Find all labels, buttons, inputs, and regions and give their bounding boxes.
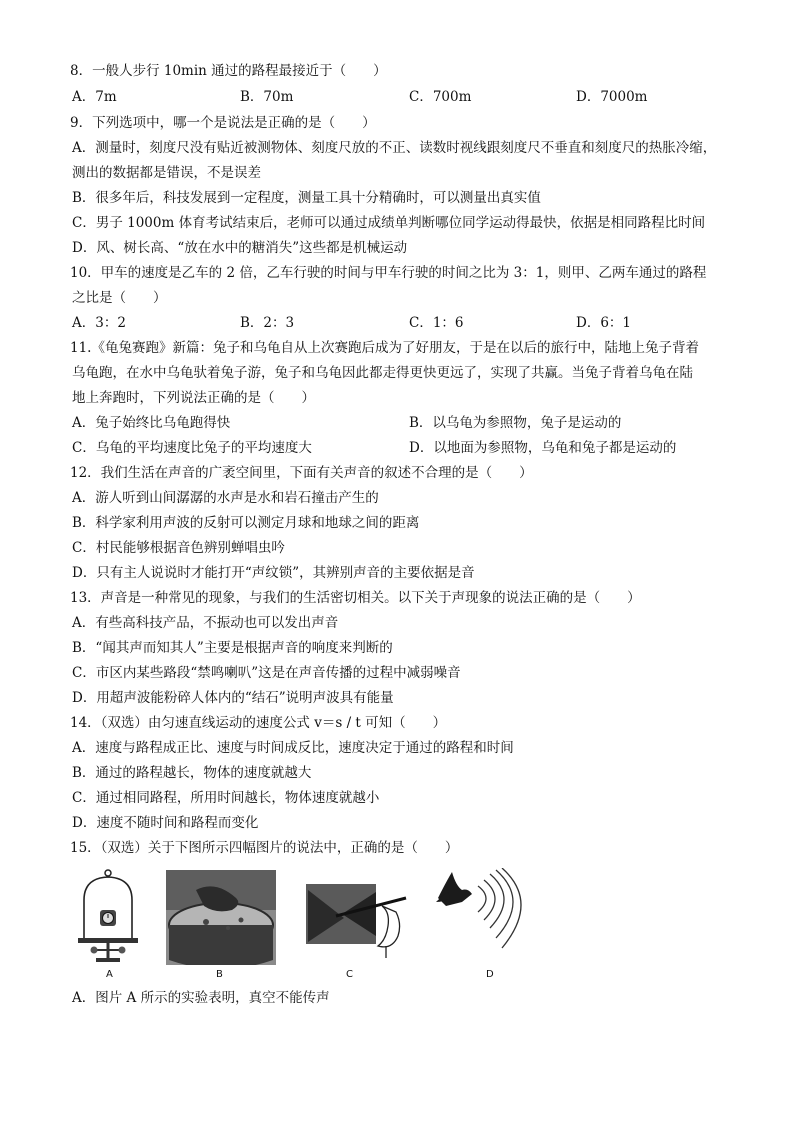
question-13-stem: 13．声音是一种常见的现象，与我们的生活密切相关。以下关于声现象的说法正确的是（ ）	[70, 590, 641, 606]
figure-d-bat	[432, 868, 542, 968]
q14-option-d: D．速度不随时间和路程而变化	[72, 815, 259, 831]
q9-option-c: C．男子 1000m 体育考试结束后，老师可以通过成绩单判断哪位同学运动得最快，依据是相同路程比时间	[72, 215, 706, 231]
q13-option-a: A．有些高科技产品，不振动也可以发出声音	[72, 615, 339, 631]
question-10-stem-line1: 10．甲车的速度是乙车的 2 倍，乙车行驶的时间与甲车行驶的时间之比为 3：1，则甲、乙两车通过的路程	[70, 265, 707, 281]
question-9-stem: 9．下列选项中，哪一个是说法是正确的是（ ）	[70, 115, 376, 131]
q11-option-b: B．以乌龟为参照物，兔子是运动的	[409, 415, 622, 431]
q10-option-b: B．2：3	[240, 315, 295, 331]
q12-option-c: C．村民能够根据音色辨别蝉唱虫吟	[72, 540, 285, 556]
drum-icon	[166, 870, 276, 965]
q10-option-d: D．6：1	[576, 315, 632, 331]
question-11-stem-line2: 乌龟跑，在水中乌龟驮着兔子游，兔子和乌龟因此都走得更快更远了，实现了共赢。当兔子背着乌龟在陆	[72, 365, 693, 381]
question-8-stem: 8．一般人步行 10min 通过的路程最接近于（ ）	[70, 63, 387, 79]
ruler-vibration-icon	[306, 884, 411, 969]
q12-option-a: A．游人听到山间潺潺的水声是水和岩石撞击产生的	[72, 490, 379, 506]
question-11-stem-line3: 地上奔跑时，下列说法正确的是（ ）	[72, 390, 315, 406]
q9-option-b: B．很多年后，科技发展到一定程度，测量工具十分精确时，可以测量出真实值	[72, 190, 541, 206]
q13-option-c: C．市区内某些路段“禁鸣喇叭”这是在声音传播的过程中减弱噪音	[72, 665, 461, 681]
q10-option-c: C．1：6	[409, 315, 464, 331]
q8-option-c: C．700m	[409, 89, 472, 105]
question-15-figures	[70, 868, 550, 986]
q9-option-a-line1: A．测量时，刻度尺没有贴近被测物体、刻度尺放的不正、读数时视线跟刻度尺不垂直和刻度尺的热胀冷缩，	[72, 140, 717, 156]
question-11-stem-line1: 11.《龟兔赛跑》新篇：兔子和乌龟自从上次赛跑后成为了好朋友，于是在以后的旅行中，陆地上兔子背着	[70, 340, 699, 356]
q14-option-b: B．通过的路程越长，物体的速度就越大	[72, 765, 312, 781]
q8-option-a: A．7m	[72, 89, 117, 105]
figure-label-c: C	[346, 969, 353, 980]
question-14-stem: 14．（双选）由匀速直线运动的速度公式 v＝s / t 可知（ ）	[70, 715, 447, 731]
q14-option-c: C．通过相同路程，所用时间越长，物体速度就越小	[72, 790, 380, 806]
q8-option-b: B．70m	[240, 89, 294, 105]
q9-option-d: D．风、树长高、“放在水中的糖消失”这些都是机械运动	[72, 240, 408, 256]
q13-option-d: D．用超声波能粉碎人体内的“结石”说明声波具有能量	[72, 690, 394, 706]
q12-option-b: B．科学家利用声波的反射可以测定月球和地球之间的距离	[72, 515, 420, 531]
question-12-stem: 12．我们生活在声音的广袤空间里，下面有关声音的叙述不合理的是（ ）	[70, 465, 533, 481]
q8-option-d: D．7000m	[576, 89, 648, 105]
q11-option-c: C．乌龟的平均速度比兔子的平均速度大	[72, 440, 312, 456]
figure-b-drum	[166, 870, 276, 965]
q14-option-a: A．速度与路程成正比、速度与时间成反比，速度决定于通过的路程和时间	[72, 740, 514, 756]
figure-label-d: D	[486, 969, 494, 980]
bat-echolocation-icon	[432, 868, 542, 968]
q11-option-d: D．以地面为参照物，乌龟和兔子都是运动的	[409, 440, 677, 456]
figure-label-b: B	[216, 969, 223, 980]
q15-option-a: A．图片 A 所示的实验表明，真空不能传声	[72, 990, 330, 1006]
q11-option-a: A．兔子始终比乌龟跑得快	[72, 415, 231, 431]
figure-label-a: A	[106, 969, 113, 980]
q13-option-b: B．“闻其声而知其人”主要是根据声音的响度来判断的	[72, 640, 393, 656]
q9-option-a-line2: 测出的数据都是错误，不是误差	[72, 165, 261, 181]
q12-option-d: D．只有主人说说时才能打开“声纹锁”，其辨别声音的主要依据是音	[72, 565, 475, 581]
bell-jar-icon	[70, 868, 150, 968]
q10-option-a: A．3：2	[72, 315, 126, 331]
figure-c-ruler	[306, 884, 411, 969]
question-10-stem-line2: 之比是（ ）	[72, 290, 167, 306]
question-15-stem: 15．（双选）关于下图所示四幅图片的说法中，正确的是（ ）	[70, 840, 459, 856]
